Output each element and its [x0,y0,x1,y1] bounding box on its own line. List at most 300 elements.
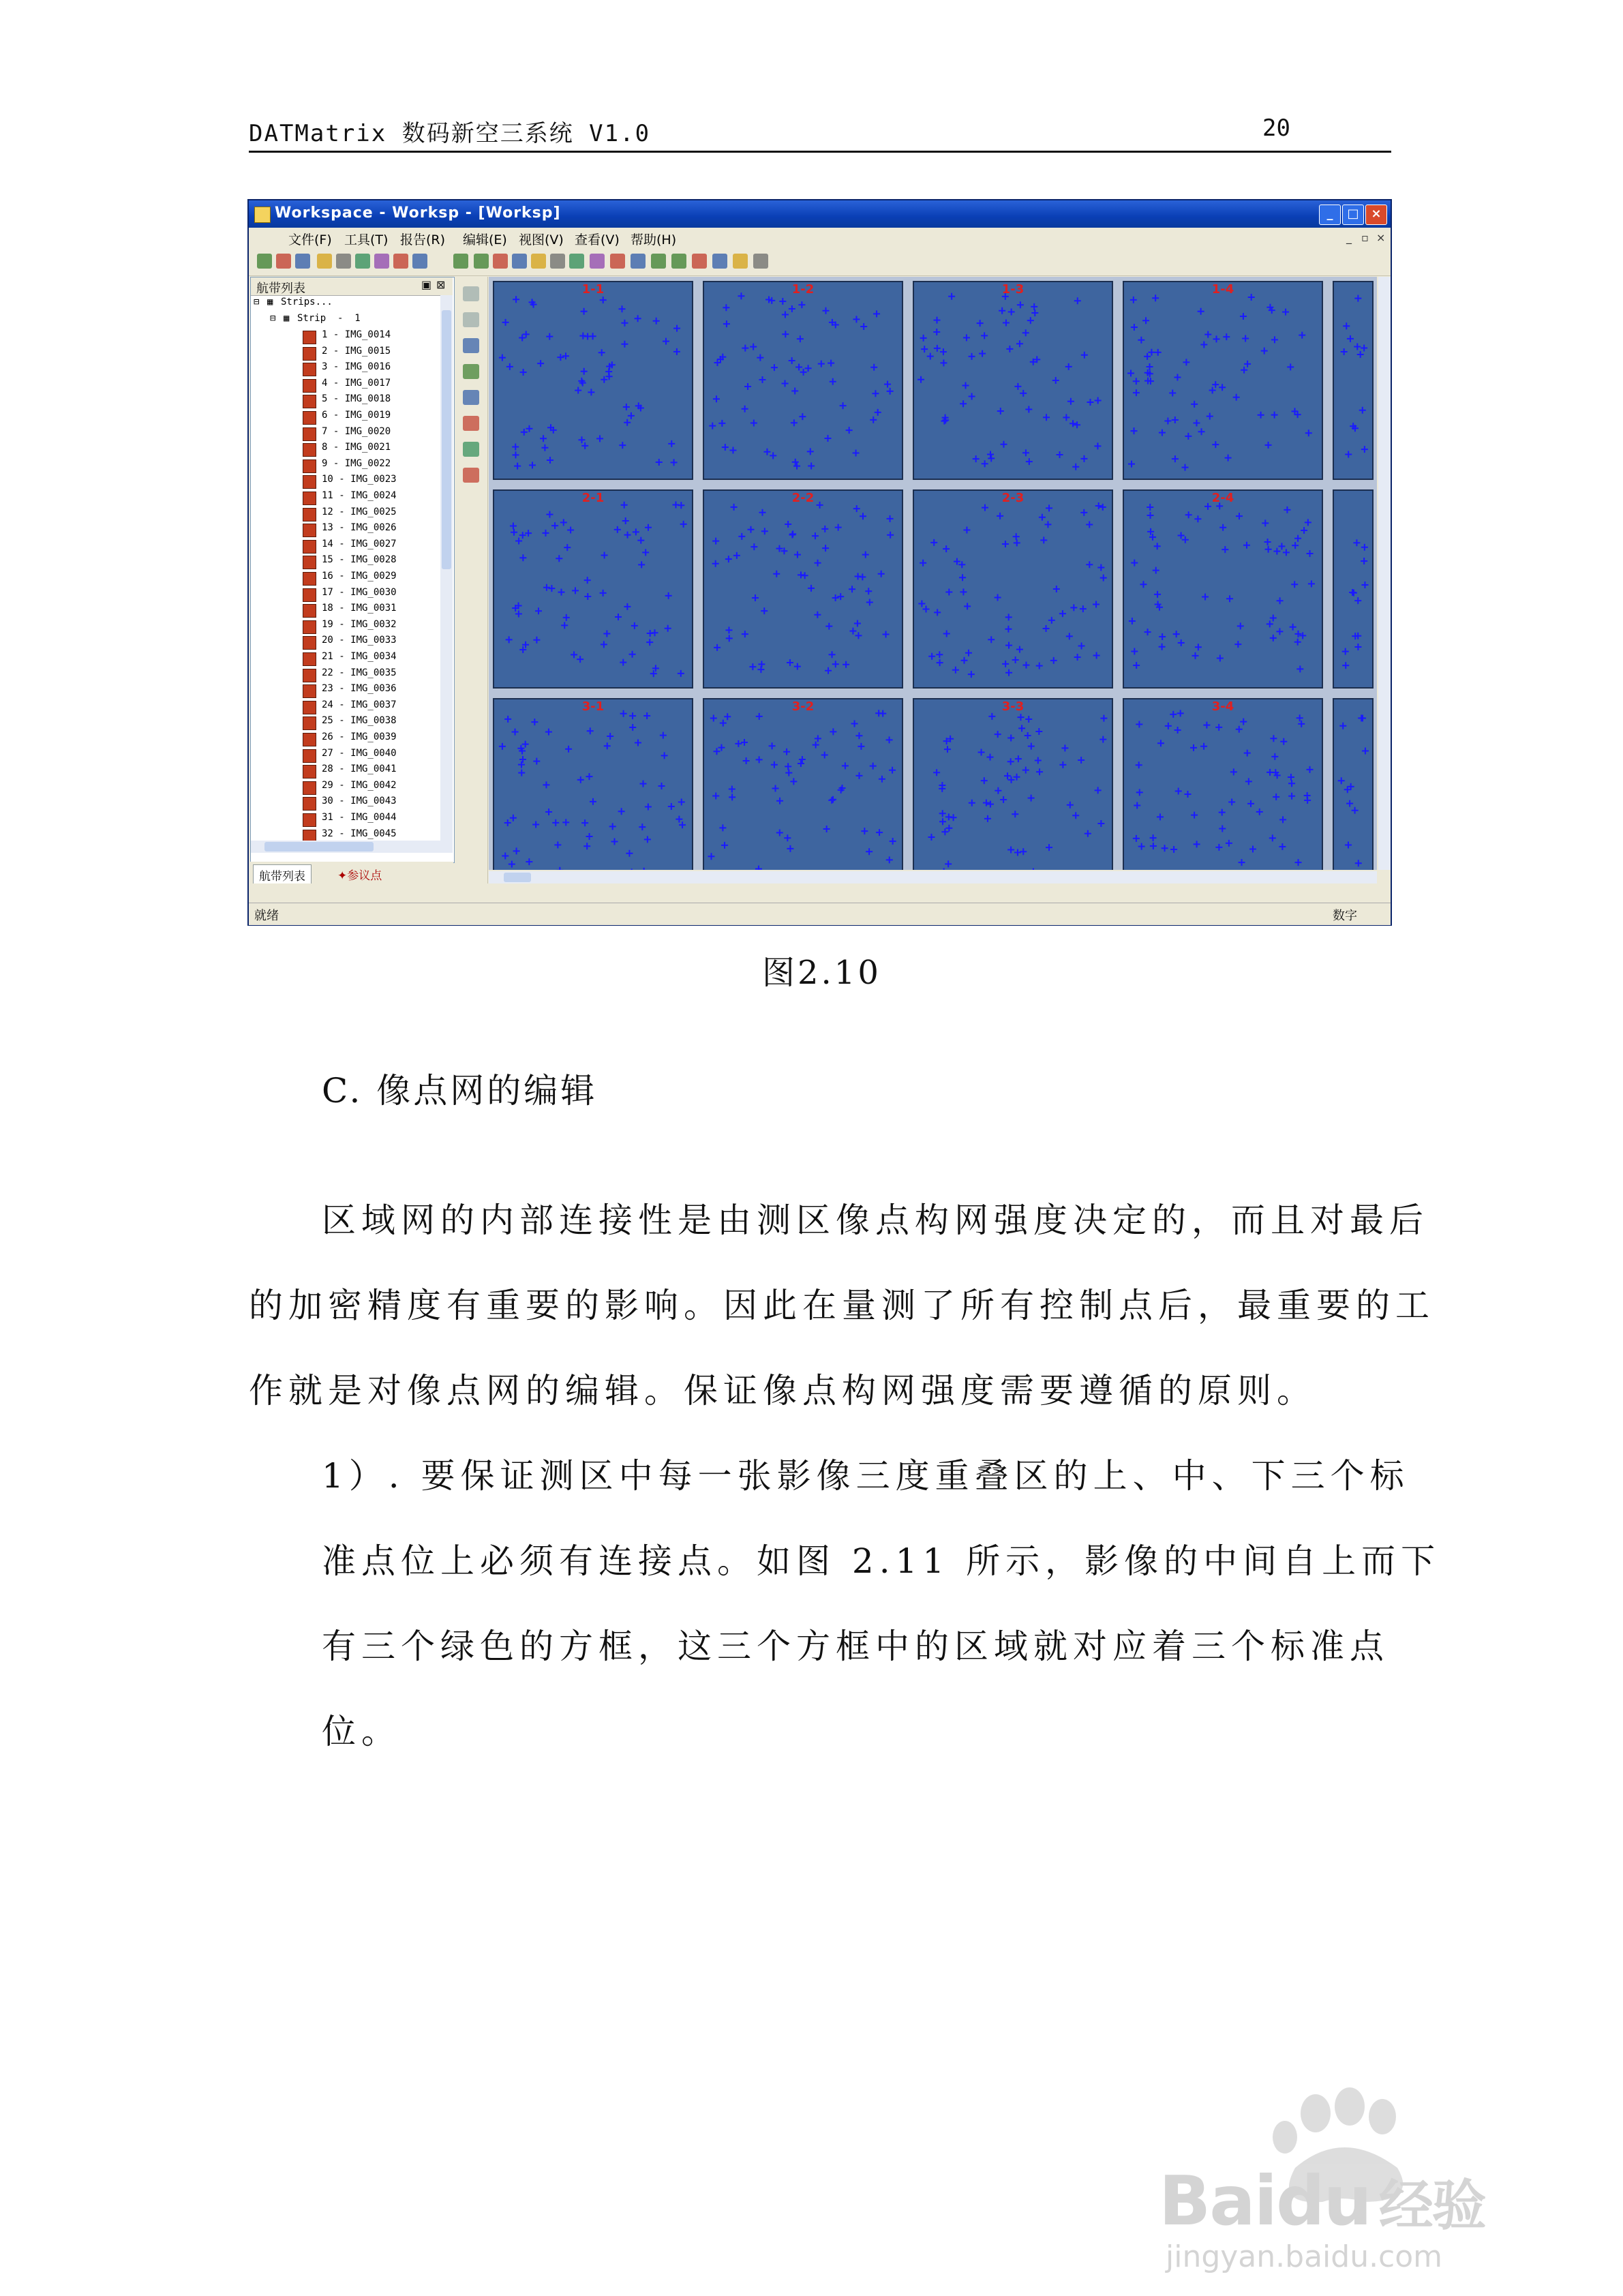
tree-image-item[interactable] [251,619,439,635]
tie-point-marker [546,333,553,340]
tree-image-item[interactable] [251,522,439,539]
figure-caption: 图2.10 [762,954,881,992]
tie-point-marker [960,588,967,595]
image-tile[interactable] [703,281,903,480]
tie-point-marker [1278,543,1285,549]
tree-image-item[interactable] [251,780,439,796]
tie-point-marker [889,767,896,774]
image-tile[interactable] [703,489,903,689]
tie-point-marker [1258,412,1264,419]
tab-points[interactable] [332,864,387,883]
tie-point-marker [1342,648,1349,655]
tie-point-marker [660,732,667,739]
tie-point-marker [1219,384,1226,391]
image-tile[interactable] [493,698,693,870]
tie-point-marker [865,588,872,594]
menu-file[interactable]: 文件(F) [288,232,332,247]
tie-point-marker [886,736,893,743]
strip-label: Strip - 1 [297,313,361,324]
tie-point-marker [540,435,547,442]
toolbar-tool-icon[interactable] [257,254,272,269]
tie-point-marker [577,776,584,783]
tie-point-marker [870,364,877,371]
image-tile[interactable] [1333,281,1374,480]
tie-point-marker [790,778,797,785]
image-tile[interactable] [493,281,693,480]
tree-image-label: 8 - IMG_0021 [322,442,391,453]
tie-point-marker [855,732,862,739]
tie-point-marker [1078,757,1084,764]
window-titlebar [249,200,1391,228]
tie-point-marker [646,639,653,646]
tree-image-label: 9 - IMG_0022 [322,457,391,469]
collapse-icon[interactable]: ⊟ [254,297,260,307]
toolbar-tool-icon[interactable] [550,254,565,269]
tie-point-marker [1134,802,1140,809]
tree-image-item[interactable] [251,442,439,458]
tie-point-marker [853,316,860,322]
tie-point-marker [581,442,588,449]
tie-point-marker [870,763,877,770]
tie-point-marker [512,729,519,736]
tie-point-marker [1308,580,1315,587]
vertical-tool-icon[interactable] [463,286,479,301]
tree-image-label: 31 - IMG_0044 [322,812,397,823]
tie-point-marker [619,305,626,312]
tie-point-marker [934,317,941,324]
tie-point-marker [1159,633,1166,640]
tie-point-marker [744,383,751,390]
tie-point-marker [596,435,603,442]
tie-points-layer [1334,282,1372,479]
header-rule [249,151,1391,153]
toolbar-tool-icon[interactable] [474,254,489,269]
tie-point-marker [1249,846,1256,853]
menu-help[interactable]: 帮助(H) [631,232,677,247]
tree-image-item[interactable] [251,699,439,716]
tree-image-item[interactable] [251,410,439,426]
tie-point-marker [510,522,517,529]
vertical-tool-icon[interactable] [463,338,479,353]
tie-point-marker [854,620,861,627]
tree-image-label: 10 - IMG_0023 [322,474,397,485]
tie-point-marker [1198,428,1205,435]
tie-point-marker [1359,715,1366,722]
baidu-jingyan-watermark [1159,2086,1568,2277]
tie-point-marker [645,804,652,811]
image-tile[interactable] [1123,281,1323,480]
tie-point-marker [859,573,866,580]
tie-point-marker [1241,367,1247,374]
toolbar-tool-icon[interactable] [753,254,768,269]
minimize-button[interactable]: _ [1319,205,1341,225]
tie-point-marker [1157,813,1164,820]
tie-point-marker [789,532,795,539]
tie-point-marker [1040,537,1047,543]
tie-point-marker [1290,624,1296,631]
tree-image-item[interactable] [251,748,439,764]
tie-point-marker [1000,441,1007,448]
tree-image-item[interactable] [251,490,439,507]
tie-point-marker [849,628,856,635]
tie-point-marker [830,728,836,735]
toolbar-tool-icon[interactable] [493,254,508,269]
tie-point-marker [1005,669,1012,676]
tree-image-item[interactable] [251,587,439,603]
toolbar-tool-icon[interactable] [317,254,332,269]
tie-point-marker [1174,374,1181,380]
toolbar-tool-icon[interactable] [453,254,468,269]
tree-image-item[interactable] [251,329,439,346]
tree-image-label: 11 - IMG_0024 [322,490,397,501]
tie-point-marker [679,821,686,828]
tie-point-marker [1030,868,1037,870]
tie-points-layer [704,699,902,870]
toolbar-tool-icon[interactable] [336,254,351,269]
tie-point-marker [794,552,801,558]
toolbar-tool-icon[interactable] [631,254,646,269]
tree-root[interactable] [251,297,439,313]
tie-point-marker [1074,421,1080,428]
tie-point-marker [988,636,995,643]
tie-point-marker [1269,834,1276,841]
tie-point-marker [963,527,970,534]
tie-points-layer [1334,699,1372,870]
tie-point-marker [584,333,591,339]
toolbar-tool-icon[interactable] [374,254,389,269]
vertical-tool-icon[interactable] [463,468,479,483]
toolbar-tool-icon[interactable] [412,254,427,269]
tie-point-marker [1031,309,1038,316]
tie-point-marker [621,320,628,327]
image-tile[interactable] [703,698,903,870]
tie-point-marker [785,763,791,770]
tie-point-marker [609,823,616,830]
tie-point-marker [543,781,549,788]
tie-point-marker [879,776,885,783]
tree-image-item[interactable] [251,764,439,780]
tab-strip-list[interactable]: 航带列表 [253,864,312,883]
tie-point-marker [658,783,665,789]
tree-image-item[interactable] [251,346,439,362]
tile-label: 3-3 [1001,699,1025,714]
tie-point-marker [933,329,940,335]
collapse-icon[interactable]: ⊟ [270,313,276,324]
image-icon [303,363,316,376]
tie-point-marker [1296,665,1303,672]
tree-image-item[interactable] [251,731,439,748]
mdi-restore-icon[interactable]: ▫ [1361,231,1369,244]
tie-point-marker [663,338,669,345]
tie-point-marker [1294,639,1301,646]
tie-point-marker [615,614,622,620]
tie-point-marker [581,368,588,375]
tie-point-marker [750,344,757,350]
tie-point-marker [1005,626,1012,633]
page-number: 20 [1262,115,1290,142]
tie-point-marker [1270,615,1277,622]
toolbar-tool-icon[interactable] [355,254,370,269]
tie-point-marker [1086,561,1093,568]
tie-points-layer [1124,282,1322,479]
close-button[interactable]: × [1365,205,1387,225]
tie-point-marker [673,325,680,332]
tree-image-item[interactable] [251,667,439,684]
tie-point-marker [1131,560,1138,567]
toolbar-tool-icon[interactable] [651,254,666,269]
tree-image-item[interactable] [251,812,439,828]
tie-point-marker [1203,722,1210,729]
tie-point-marker [1184,791,1191,798]
panel-horizontal-scrollbar[interactable] [251,841,453,853]
toolbar-tool-icon[interactable] [276,254,291,269]
tie-point-marker [1000,796,1007,803]
tie-point-marker [1355,860,1362,866]
tie-point-marker [604,742,611,749]
tie-point-marker [557,354,564,361]
tie-point-marker [621,341,628,348]
tie-point-marker [1178,639,1185,646]
vertical-tool-icon[interactable] [463,312,479,327]
tie-point-marker [1345,451,1352,457]
image-tile[interactable] [1333,698,1374,870]
vertical-tool-icon[interactable] [463,416,479,431]
image-view-canvas[interactable] [489,277,1377,870]
tree-image-item[interactable] [251,571,439,587]
toolbar-tool-icon[interactable] [590,254,605,269]
panel-vertical-scrollbar[interactable] [440,295,453,841]
tie-point-marker [588,389,594,395]
tie-point-marker [515,610,522,617]
tie-point-marker [793,463,800,470]
tie-point-marker [624,603,631,610]
tree-image-item[interactable] [251,378,439,394]
tie-point-marker [1226,840,1232,847]
mdi-close-icon[interactable]: × [1376,231,1386,244]
image-tile[interactable] [913,698,1113,870]
tie-point-marker [940,359,947,366]
tie-point-marker [959,574,966,581]
tie-point-marker [1028,795,1035,802]
tie-point-marker [726,635,733,641]
tie-point-marker [782,380,789,387]
canvas-horizontal-scrollbar[interactable] [489,871,1377,883]
tie-point-marker [622,517,629,524]
tie-point-marker [572,587,579,594]
tree-image-item[interactable] [251,796,439,812]
tie-point-marker [1215,844,1222,851]
menu-report[interactable]: 报告(R) [400,232,446,247]
tie-point-marker [629,651,636,658]
scroll-thumb[interactable] [504,873,531,882]
tie-point-marker [945,860,952,867]
tree-image-item[interactable] [251,507,439,523]
tie-point-marker [840,402,847,409]
paragraph-line-1: 区域网的内部连接性是由测区像点构网强度决定的，而且对最后 [322,1200,1429,1240]
tile-label: 2-1 [581,491,605,505]
vertical-tool-icon[interactable] [463,442,479,457]
tie-point-marker [601,552,608,558]
tie-point-marker [526,425,532,432]
tie-point-marker [1288,774,1294,781]
tie-points-layer [914,282,1112,479]
scroll-thumb[interactable] [264,842,374,851]
tree-image-item[interactable] [251,361,439,378]
strip-icon: ▦ [284,313,290,324]
menu-view[interactable]: 视图(V) [519,232,564,247]
image-tile[interactable] [493,489,693,689]
tie-point-marker [866,599,873,606]
tree-image-item[interactable] [251,603,439,619]
tie-point-marker [1200,743,1207,750]
tie-point-marker [835,524,842,531]
tie-point-marker [1150,843,1157,849]
tie-point-marker [1193,419,1200,426]
tie-point-marker [1282,309,1289,316]
tie-point-marker [1016,646,1023,653]
tie-point-marker [1016,340,1023,347]
tie-point-marker [1014,539,1020,546]
tie-point-marker [823,826,830,832]
tie-point-marker [1136,761,1142,768]
maximize-button[interactable]: □ [1342,205,1364,225]
tie-point-marker [532,821,539,828]
tree-image-item[interactable] [251,651,439,667]
tie-point-marker [939,818,946,825]
toolbar-tool-icon[interactable] [692,254,707,269]
tree-image-item[interactable] [251,474,439,490]
tie-point-marker [577,656,583,663]
tree-image-label: 21 - IMG_0034 [322,651,397,662]
tree-image-item[interactable] [251,683,439,699]
image-tile[interactable] [913,489,1113,689]
tie-point-marker [509,861,515,868]
image-tile[interactable] [1333,489,1374,689]
image-tile[interactable] [1123,489,1323,689]
tie-point-marker [1244,750,1251,757]
tree-image-item[interactable] [251,715,439,731]
tie-point-marker [1299,332,1305,339]
toolbar-tool-icon[interactable] [733,254,748,269]
tie-point-marker [1039,514,1046,521]
tie-point-marker [1063,414,1070,421]
tie-point-marker [641,868,648,870]
tie-point-marker [680,521,687,528]
tie-point-marker [499,354,506,361]
tree-image-label: 7 - IMG_0020 [322,425,391,437]
tie-point-marker [783,749,790,755]
menu-edit[interactable]: 编辑(E) [463,232,507,247]
scroll-thumb[interactable] [442,310,451,569]
tie-point-marker [752,594,759,601]
tree-image-label: 2 - IMG_0015 [322,345,391,357]
tree-root-label: Strips... [281,297,333,307]
tree-image-item[interactable] [251,539,439,555]
vertical-tool-icon[interactable] [463,390,479,405]
vertical-tool-icon[interactable] [463,364,479,379]
tie-point-marker [1005,614,1012,620]
tie-point-marker [502,852,509,859]
tie-point-marker [678,799,685,806]
tie-point-marker [761,607,768,614]
tie-point-marker [1292,542,1299,549]
tie-point-marker [614,526,621,533]
tie-point-marker [578,436,585,443]
mdi-minimize-icon[interactable]: _ [1346,231,1352,244]
toolbar-tool-icon[interactable] [712,254,727,269]
tie-point-marker [529,462,536,468]
menu-tools[interactable]: 工具(T) [344,232,389,247]
tie-point-marker [583,843,590,849]
tie-point-marker [1007,847,1014,854]
tie-point-marker [934,345,941,352]
tie-point-marker [1361,558,1367,564]
toolbar-tool-icon[interactable] [671,254,686,269]
tie-point-marker [1070,604,1077,611]
tree-image-label: 23 - IMG_0036 [322,683,397,695]
toolbar-tool-icon[interactable] [531,254,546,269]
tie-point-marker [941,828,948,835]
tie-point-marker [1097,564,1104,571]
toolbar-tool-icon[interactable] [512,254,527,269]
image-icon [303,508,316,522]
tie-point-marker [920,335,927,342]
tie-point-marker [1164,417,1171,424]
tie-point-marker [921,346,928,352]
tree-image-item[interactable] [251,393,439,410]
image-icon [303,716,316,730]
tie-point-marker [513,296,519,303]
tie-point-marker [1129,618,1136,624]
tie-point-marker [1074,297,1081,304]
tie-point-marker [526,858,532,865]
tie-point-marker [506,363,513,370]
image-tile[interactable] [1123,698,1323,870]
panel-close-icon[interactable]: ⊠ [436,278,446,291]
tree-image-item[interactable] [251,426,439,442]
tie-point-marker [756,756,763,763]
image-icon [303,331,316,344]
tie-point-marker [923,605,930,612]
tree-image-item[interactable] [251,635,439,651]
tie-point-marker [1067,802,1074,809]
tree-strip[interactable] [251,313,439,329]
toolbar-tool-icon[interactable] [393,254,408,269]
tie-point-marker [712,560,719,567]
tie-point-marker [735,740,742,747]
canvas-vertical-scrollbar[interactable] [1378,277,1391,870]
tie-point-marker [1270,735,1277,742]
tie-point-marker [1025,406,1032,413]
tie-point-marker [1097,820,1104,827]
image-tile[interactable] [913,281,1113,480]
tree-image-item[interactable] [251,554,439,571]
tie-point-marker [798,760,804,767]
tie-point-marker [520,369,527,376]
tie-point-marker [1342,662,1349,669]
panel-pin-icon[interactable]: ▣ [421,278,432,291]
toolbar-tool-icon[interactable] [610,254,625,269]
menu-look[interactable]: 查看(V) [575,232,620,247]
toolbar-tool-icon[interactable] [569,254,584,269]
tie-point-marker [769,742,776,749]
tree-image-item[interactable] [251,458,439,474]
tie-point-marker [862,552,869,558]
tie-point-marker [620,659,626,666]
tie-point-marker [1086,522,1093,528]
tree-image-label: 25 - IMG_0038 [322,715,397,727]
toolbar-tool-icon[interactable] [295,254,310,269]
